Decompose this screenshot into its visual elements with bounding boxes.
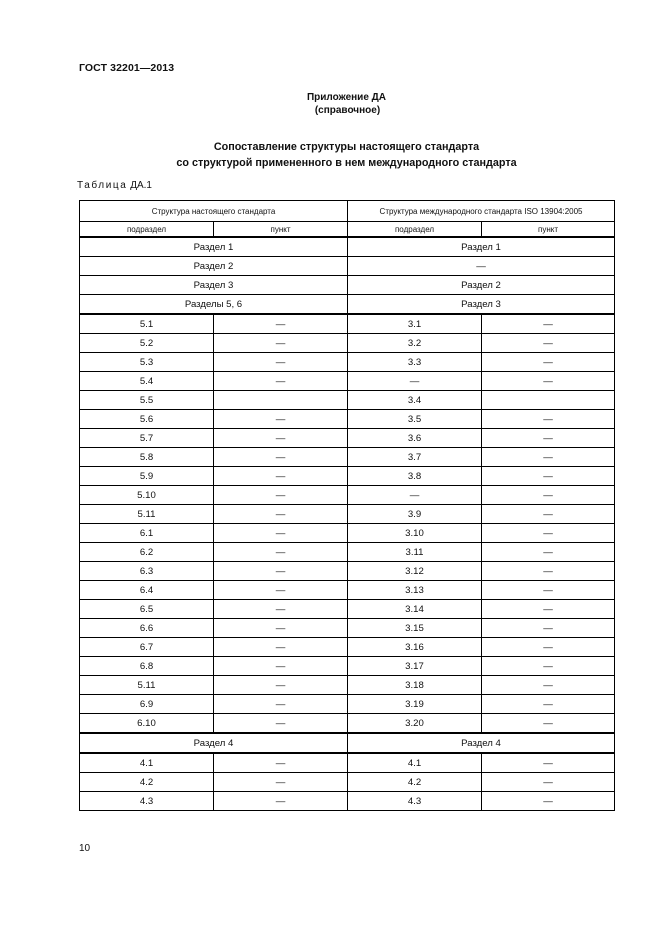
table-cell: —	[482, 792, 615, 811]
table-cell: 5.4	[80, 372, 214, 391]
document-header: ГОСТ 32201—2013	[79, 62, 175, 74]
table-cell: 5.9	[80, 467, 214, 486]
table-cell: —	[214, 467, 348, 486]
table-cell: 3.16	[348, 638, 482, 657]
header-international-standard: Структура международного стандарта ISO 13904:2005	[348, 201, 615, 222]
subheader-cell: пункт	[482, 222, 615, 238]
table-cell: 3.2	[348, 334, 482, 353]
table-cell: —	[214, 562, 348, 581]
appendix-label	[0, 91, 661, 117]
section-cell-left: Раздел 3	[80, 276, 348, 295]
section-cell-left: Разделы 5, 6	[80, 295, 348, 315]
table-row	[80, 524, 615, 543]
section-cell-left: Раздел 4	[80, 733, 348, 753]
section-row	[80, 257, 615, 276]
page-title	[0, 139, 661, 171]
table-cell: 6.5	[80, 600, 214, 619]
table-cell: —	[482, 581, 615, 600]
table-cell: 6.2	[80, 543, 214, 562]
table-row	[80, 353, 615, 372]
section-cell-right: Раздел 3	[348, 295, 615, 315]
table-cell: 5.8	[80, 448, 214, 467]
table-cell: —	[482, 505, 615, 524]
section-row	[80, 237, 615, 257]
table-cell: 5.6	[80, 410, 214, 429]
section-cell-right: Раздел 2	[348, 276, 615, 295]
table-row	[80, 676, 615, 695]
table-cell: —	[482, 372, 615, 391]
section-cell-left: Раздел 2	[80, 257, 348, 276]
section-cell-right: —	[348, 257, 615, 276]
table-cell: —	[482, 695, 615, 714]
table-row	[80, 543, 615, 562]
table-cell: 6.10	[80, 714, 214, 734]
table-cell: —	[482, 524, 615, 543]
table-cell: —	[482, 619, 615, 638]
table-cell: 3.17	[348, 657, 482, 676]
table-cell: —	[482, 429, 615, 448]
title-line-1: Сопоставление структуры настоящего стандарта	[213, 141, 480, 153]
table-cell: 5.7	[80, 429, 214, 448]
header-current-standard: Структура настоящего стандарта	[80, 201, 348, 222]
subheader-cell: пункт	[214, 222, 348, 238]
table-cell: 6.9	[80, 695, 214, 714]
table-cell: 5.3	[80, 353, 214, 372]
table-cell: —	[214, 314, 348, 334]
table-cell: —	[214, 429, 348, 448]
table-cell: 4.2	[348, 773, 482, 792]
table-cell: 3.3	[348, 353, 482, 372]
table-cell: 4.2	[80, 773, 214, 792]
table-row	[80, 657, 615, 676]
title-line-2: со структурой примененного в нем международного стандарта	[176, 157, 517, 169]
table-cell: —	[482, 543, 615, 562]
table-row	[80, 372, 615, 391]
table-row	[80, 391, 615, 410]
page-number: 10	[79, 843, 91, 854]
table-cell: —	[214, 792, 348, 811]
table-cell: 3.19	[348, 695, 482, 714]
table-cell: —	[482, 773, 615, 792]
table-cell: —	[482, 600, 615, 619]
table-cell: 5.11	[80, 505, 214, 524]
table-cell: 6.7	[80, 638, 214, 657]
table-row	[80, 334, 615, 353]
section-cell-right: Раздел 4	[348, 733, 615, 753]
section-cell-left: Раздел 1	[80, 237, 348, 257]
table-cell: 3.10	[348, 524, 482, 543]
table-row	[80, 753, 615, 773]
table-cell: —	[482, 467, 615, 486]
table-cell: —	[348, 486, 482, 505]
section-row	[80, 276, 615, 295]
table-cell: —	[214, 657, 348, 676]
table-cell: 5.10	[80, 486, 214, 505]
table-row	[80, 619, 615, 638]
table-caption	[77, 180, 152, 191]
table-cell	[214, 391, 348, 410]
table-row	[80, 773, 615, 792]
table-cell: 3.9	[348, 505, 482, 524]
table-cell: 3.11	[348, 543, 482, 562]
table-row	[80, 410, 615, 429]
table-cell: —	[482, 334, 615, 353]
appendix-title: Приложение ДА	[306, 92, 387, 103]
table-cell: 4.3	[348, 792, 482, 811]
table-cell: —	[214, 676, 348, 695]
table-cell: —	[214, 334, 348, 353]
table-cell: 5.11	[80, 676, 214, 695]
table-cell: —	[214, 353, 348, 372]
table-cell: 3.13	[348, 581, 482, 600]
table-row	[80, 486, 615, 505]
table-cell: —	[482, 448, 615, 467]
section-cell-right: Раздел 1	[348, 237, 615, 257]
table-cell: 6.3	[80, 562, 214, 581]
table-cell: —	[214, 581, 348, 600]
table-cell: —	[482, 753, 615, 773]
table-cell: —	[214, 410, 348, 429]
table-cell: —	[348, 372, 482, 391]
table-cell: 5.5	[80, 391, 214, 410]
table-cell: 3.12	[348, 562, 482, 581]
table-cell: 4.1	[80, 753, 214, 773]
table-cell: 3.5	[348, 410, 482, 429]
table-cell: —	[214, 753, 348, 773]
table-row	[80, 505, 615, 524]
section-row	[80, 295, 615, 315]
table-cell: —	[214, 773, 348, 792]
table-cell: —	[482, 676, 615, 695]
table-cell: 6.8	[80, 657, 214, 676]
section-row	[80, 733, 615, 753]
table-row	[80, 792, 615, 811]
table-caption-name: Таблица	[77, 180, 128, 191]
table-row	[80, 600, 615, 619]
subheader-cell: подраздел	[348, 222, 482, 238]
table-row	[80, 695, 615, 714]
table-subheader-row	[80, 222, 615, 238]
table-cell: 5.2	[80, 334, 214, 353]
table-cell: 3.8	[348, 467, 482, 486]
table-cell: 3.14	[348, 600, 482, 619]
table-row	[80, 562, 615, 581]
table-cell: —	[482, 638, 615, 657]
table-row	[80, 638, 615, 657]
table-cell: —	[482, 314, 615, 334]
table-cell: —	[482, 714, 615, 734]
table-row	[80, 467, 615, 486]
table-cell: —	[482, 562, 615, 581]
table-cell: 6.4	[80, 581, 214, 600]
table-cell: 6.1	[80, 524, 214, 543]
table-cell: —	[214, 448, 348, 467]
subheader-cell: подраздел	[80, 222, 214, 238]
table-cell: —	[214, 714, 348, 734]
table-cell: 3.6	[348, 429, 482, 448]
table-cell: —	[214, 619, 348, 638]
table-row	[80, 581, 615, 600]
table-row	[80, 714, 615, 734]
table-cell: —	[214, 505, 348, 524]
table-row	[80, 448, 615, 467]
table-row	[80, 314, 615, 334]
table-cell: —	[482, 353, 615, 372]
table-cell: —	[482, 486, 615, 505]
table-cell: —	[214, 372, 348, 391]
table-cell: 3.18	[348, 676, 482, 695]
table-cell: —	[214, 638, 348, 657]
table-cell	[482, 391, 615, 410]
appendix-subtitle: (справочное)	[314, 105, 381, 116]
table-cell: 3.1	[348, 314, 482, 334]
table-cell: —	[214, 486, 348, 505]
table-cell: 5.1	[80, 314, 214, 334]
table-cell: —	[214, 524, 348, 543]
table-cell: —	[482, 410, 615, 429]
table-cell: 3.20	[348, 714, 482, 734]
table-cell: 6.6	[80, 619, 214, 638]
table-cell: —	[214, 695, 348, 714]
table-caption-number: ДА.1	[130, 180, 152, 191]
table-cell: —	[482, 657, 615, 676]
table-cell: 3.4	[348, 391, 482, 410]
comparison-table	[79, 200, 615, 811]
table-cell: —	[214, 543, 348, 562]
table-cell: —	[214, 600, 348, 619]
table-cell: 4.3	[80, 792, 214, 811]
table-row	[80, 429, 615, 448]
table-cell: 4.1	[348, 753, 482, 773]
table-cell: 3.15	[348, 619, 482, 638]
table-cell: 3.7	[348, 448, 482, 467]
table-group-header-row	[80, 201, 615, 222]
